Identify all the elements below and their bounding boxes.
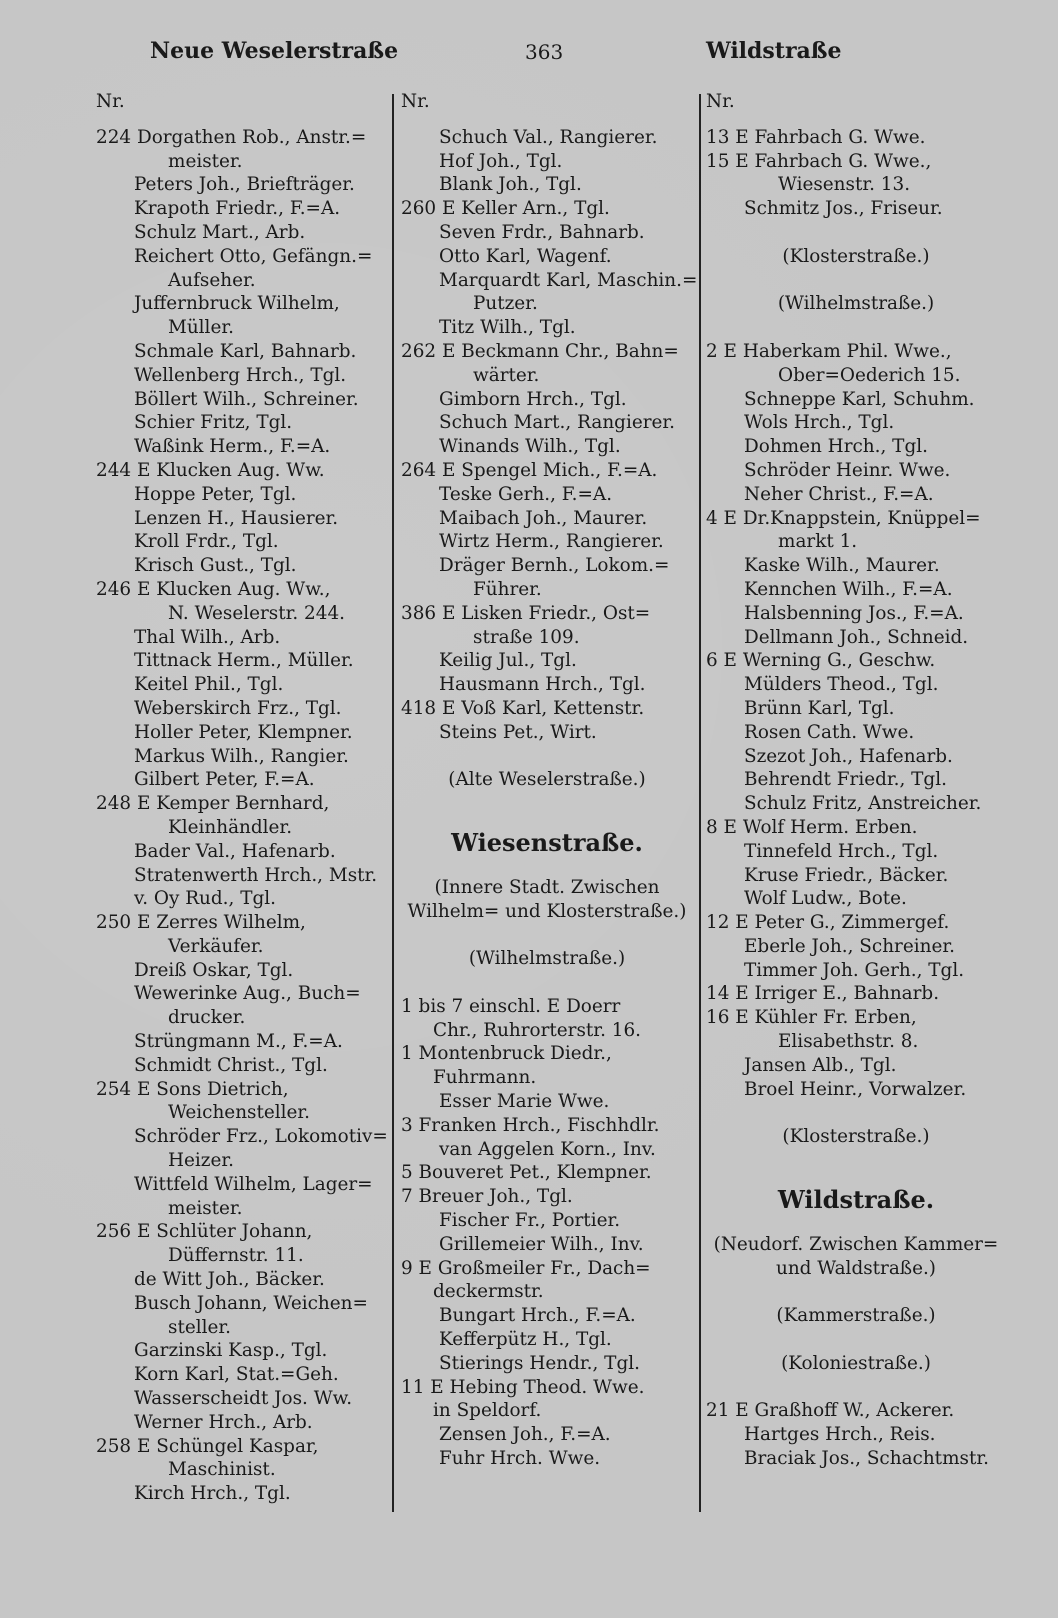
- cross-street: (Wilhelmstraße.): [777, 293, 935, 315]
- header-left-street: Neue Weselerstraße: [150, 38, 399, 64]
- entry-line: Schmidt Christ., Tgl.: [134, 1054, 328, 1076]
- page-number: 363: [525, 40, 564, 64]
- entry-line: 13 E Fahrbach G. Wwe.: [706, 126, 926, 148]
- nr-label: Nr.: [401, 91, 430, 112]
- entry-line: Wellenberg Hrch., Tgl.: [134, 364, 347, 386]
- entry-line: drucker.: [168, 1007, 246, 1029]
- entry-line: Fischer Fr., Portier.: [439, 1210, 621, 1232]
- column-1: [96, 90, 388, 1506]
- entry-line: Marquardt Karl, Maschin.=: [439, 269, 698, 291]
- entry-line: Wolf Ludw., Bote.: [744, 888, 907, 910]
- entry-line: Schulz Fritz, Anstreicher.: [744, 793, 982, 815]
- entry-line: Chr., Ruhrorterstr. 16.: [433, 1019, 642, 1041]
- alte-weselerstrasse-note: (Alte Weselerstraße.): [448, 769, 646, 791]
- section-desc-2: und Waldstraße.): [775, 1257, 936, 1279]
- section-desc-1: (Innere Stadt. Zwischen: [434, 876, 660, 898]
- entry-line: 8 E Wolf Herm. Erben.: [706, 816, 918, 838]
- entry-line: Korn Karl, Stat.=Geh.: [134, 1364, 339, 1386]
- entry-line: Aufseher.: [168, 269, 256, 291]
- entry-line: v. Oy Rud., Tgl.: [134, 888, 276, 910]
- entry-list: [401, 126, 698, 745]
- entry-line: straße 109.: [473, 626, 580, 648]
- cross-street: (Koloniestraße.): [781, 1352, 931, 1374]
- entry-line: Brünn Karl, Tgl.: [744, 697, 895, 719]
- cross-street: (Klosterstraße.): [782, 245, 930, 267]
- entry-line: 386 E Lisken Friedr., Ost=: [401, 602, 651, 624]
- entry-line: 5 Bouveret Pet., Klempner.: [401, 1162, 652, 1184]
- entry-line: Schuch Mart., Rangierer.: [439, 412, 675, 434]
- entry-line: Garzinski Kasp., Tgl.: [134, 1340, 328, 1362]
- column-3: [706, 90, 1006, 1471]
- entry-line: Strüngmann M., F.=A.: [134, 1031, 343, 1053]
- entry-line: 256 E Schlüter Johann,: [96, 1221, 313, 1243]
- entry-line: Schmale Karl, Bahnarb.: [134, 340, 357, 362]
- entry-list: [706, 340, 1006, 1102]
- entry-line: Schröder Heinr. Wwe.: [744, 459, 951, 481]
- entry-line: Schröder Frz., Lokomotiv=: [134, 1126, 388, 1148]
- entry-line: de Witt Joh., Bäcker.: [134, 1269, 325, 1291]
- entry-line: 418 E Voß Karl, Kettenstr.: [401, 697, 645, 719]
- entry-line: Jansen Alb., Tgl.: [744, 1054, 897, 1076]
- nr-label: Nr.: [706, 91, 735, 112]
- entry-line: Putzer.: [473, 293, 538, 315]
- entry-line: Hausmann Hrch., Tgl.: [439, 674, 646, 696]
- entry-line: Wols Hrch., Tgl.: [744, 412, 895, 434]
- entry-line: Zensen Joh., F.=A.: [439, 1424, 611, 1446]
- entry-line: Titz Wilh., Tgl.: [439, 317, 576, 339]
- entry-line: Maibach Joh., Maurer.: [439, 507, 648, 529]
- entry-line: Keilig Jul., Tgl.: [439, 650, 577, 672]
- nr-label: Nr.: [96, 91, 125, 112]
- entry-line: van Aggelen Korn., Inv.: [439, 1138, 656, 1160]
- entry-line: Peters Joh., Briefträger.: [134, 174, 355, 196]
- entry-line: steller.: [168, 1316, 231, 1338]
- entry-line: 14 E Irriger E., Bahnarb.: [706, 983, 940, 1005]
- entry-line: Bader Val., Hafenarb.: [134, 840, 336, 862]
- entry-line: Weberskirch Frz., Tgl.: [134, 697, 342, 719]
- cross-street: (Klosterstraße.): [782, 1126, 930, 1148]
- cross-street: (Wilhelmstraße.): [468, 948, 626, 970]
- entry-line: Wiesenstr. 13.: [778, 174, 911, 196]
- entry-line: Krisch Gust., Tgl.: [134, 555, 297, 577]
- entry-line: Kirch Hrch., Tgl.: [134, 1483, 291, 1505]
- entry-line: Hof Joh., Tgl.: [439, 150, 563, 172]
- entry-list: [96, 126, 388, 1506]
- entry-line: N. Weselerstr. 244.: [168, 602, 346, 624]
- entry-line: Düffernstr. 11.: [168, 1245, 304, 1267]
- entry-list: [706, 1399, 1006, 1470]
- entry-list: [706, 126, 1006, 221]
- entry-line: Kaske Wilh., Maurer.: [744, 555, 940, 577]
- entry-line: Führer.: [473, 578, 542, 600]
- entry-line: Heizer.: [168, 1150, 234, 1172]
- entry-line: 246 E Klucken Aug. Ww.,: [96, 578, 331, 600]
- entry-line: Gimborn Hrch., Tgl.: [439, 388, 627, 410]
- entry-line: Eberle Joh., Schreiner.: [744, 935, 955, 957]
- header-right-street: Wildstraße: [706, 38, 842, 64]
- entry-line: Otto Karl, Wagenf.: [439, 245, 612, 267]
- entry-list: [401, 995, 693, 1471]
- entry-line: 3 Franken Hrch., Fischhdlr.: [401, 1114, 660, 1136]
- entry-line: Wewerinke Aug., Buch=: [134, 983, 361, 1005]
- entry-line: Kennchen Wilh., F.=A.: [744, 578, 953, 600]
- entry-line: Ober=Oederich 15.: [778, 364, 961, 386]
- entry-line: 12 E Peter G., Zimmergef.: [706, 912, 950, 934]
- section-title-wiesenstrasse: Wiesenstraße.: [451, 827, 643, 857]
- column-2: [401, 90, 698, 1471]
- entry-line: Wittfeld Wilhelm, Lager=: [134, 1173, 373, 1195]
- entry-line: 258 E Schüngel Kaspar,: [96, 1435, 319, 1457]
- entry-line: Dreiß Oskar, Tgl.: [134, 959, 294, 981]
- entry-line: Timmer Joh. Gerh., Tgl.: [744, 959, 965, 981]
- entry-line: deckermstr.: [433, 1281, 544, 1303]
- entry-line: 6 E Werning G., Geschw.: [706, 650, 936, 672]
- entry-line: 15 E Fahrbach G. Wwe.,: [706, 150, 932, 172]
- entry-line: Tinnefeld Hrch., Tgl.: [744, 840, 939, 862]
- entry-line: 260 E Keller Arn., Tgl.: [401, 198, 610, 220]
- section-desc-2: Wilhelm= und Klosterstraße.): [407, 900, 687, 922]
- entry-line: 262 E Beckmann Chr., Bahn=: [401, 340, 679, 362]
- entry-line: 9 E Großmeiler Fr., Dach=: [401, 1257, 651, 1279]
- entry-line: Fuhr Hrch. Wwe.: [439, 1448, 601, 1470]
- entry-line: Rosen Cath. Wwe.: [744, 721, 915, 743]
- entry-line: Hoppe Peter, Tgl.: [134, 483, 297, 505]
- entry-line: Lenzen H., Hausierer.: [134, 507, 339, 529]
- entry-line: Waßink Herm., F.=A.: [134, 436, 331, 458]
- entry-line: Winands Wilh., Tgl.: [439, 436, 621, 458]
- entry-line: Fuhrmann.: [433, 1067, 537, 1089]
- entry-line: Mülders Theod., Tgl.: [744, 674, 939, 696]
- section-title-wildstrasse: Wildstraße.: [777, 1184, 935, 1214]
- entry-line: Stierings Hendr., Tgl.: [439, 1352, 640, 1374]
- entry-line: Kroll Frdr., Tgl.: [134, 531, 279, 553]
- entry-line: Braciak Jos., Schachtmstr.: [744, 1448, 989, 1470]
- entry-line: 16 E Kühler Fr. Erben,: [706, 1007, 917, 1029]
- section-desc-1: (Neudorf. Zwischen Kammer=: [713, 1233, 999, 1255]
- entry-line: 11 E Hebing Theod. Wwe.: [401, 1376, 645, 1398]
- entry-line: Steins Pet., Wirt.: [439, 721, 597, 743]
- column-rule-1: [392, 94, 394, 1512]
- entry-line: Hartges Hrch., Reis.: [744, 1424, 936, 1446]
- entry-line: Broel Heinr., Vorwalzer.: [744, 1078, 967, 1100]
- entry-line: Böllert Wilh., Schreiner.: [134, 388, 359, 410]
- entry-line: 7 Breuer Joh., Tgl.: [401, 1186, 573, 1208]
- entry-line: Maschinist.: [168, 1459, 276, 1481]
- entry-line: Schier Fritz, Tgl.: [134, 412, 293, 434]
- entry-line: Werner Hrch., Arb.: [134, 1411, 313, 1433]
- entry-line: Elisabethstr. 8.: [778, 1031, 919, 1053]
- entry-line: Markus Wilh., Rangier.: [134, 745, 349, 767]
- entry-line: Blank Joh., Tgl.: [439, 174, 582, 196]
- entry-line: Teske Gerh., F.=A.: [439, 483, 613, 505]
- entry-line: Halsbenning Jos., F.=A.: [744, 602, 964, 624]
- entry-line: Gilbert Peter, F.=A.: [134, 769, 315, 791]
- cross-street: (Kammerstraße.): [776, 1305, 936, 1327]
- entry-line: meister.: [168, 150, 243, 172]
- entry-line: Wasserscheidt Jos. Ww.: [134, 1388, 353, 1410]
- entry-line: Verkäufer.: [168, 935, 264, 957]
- entry-line: Neher Christ., F.=A.: [744, 483, 934, 505]
- entry-line: Dellmann Joh., Schneid.: [744, 626, 969, 648]
- entry-line: Schuch Val., Rangierer.: [439, 126, 658, 148]
- entry-line: 1 bis 7 einschl. E Doerr: [401, 995, 621, 1017]
- entry-line: Krapoth Friedr., F.=A.: [134, 198, 341, 220]
- entry-line: Behrendt Friedr., Tgl.: [744, 769, 947, 791]
- column-rule-2: [699, 94, 701, 1512]
- entry-line: Dräger Bernh., Lokom.=: [439, 555, 670, 577]
- entry-line: 1 Montenbruck Diedr.,: [401, 1043, 612, 1065]
- entry-line: Kruse Friedr., Bäcker.: [744, 864, 949, 886]
- entry-line: Reichert Otto, Gefängn.=: [134, 245, 373, 267]
- entry-line: Schneppe Karl, Schuhm.: [744, 388, 975, 410]
- entry-line: Kefferpütz H., Tgl.: [439, 1329, 612, 1351]
- entry-line: Tittnack Herm., Müller.: [134, 650, 354, 672]
- entry-line: Esser Marie Wwe.: [439, 1091, 610, 1113]
- entry-line: Müller.: [168, 317, 234, 339]
- entry-line: Schulz Mart., Arb.: [134, 221, 306, 243]
- entry-line: 21 E Graßhoff W., Ackerer.: [706, 1400, 955, 1422]
- entry-line: Juffernbruck Wilhelm,: [134, 293, 340, 315]
- entry-line: in Speldorf.: [433, 1400, 542, 1422]
- entry-line: 244 E Klucken Aug. Ww.: [96, 459, 325, 481]
- entry-line: 224 Dorgathen Rob., Anstr.=: [96, 126, 367, 148]
- entry-line: 4 E Dr.Knappstein, Knüppel=: [706, 507, 981, 529]
- entry-line: wärter.: [473, 364, 540, 386]
- entry-line: Wirtz Herm., Rangierer.: [439, 531, 664, 553]
- entry-line: markt 1.: [778, 531, 858, 553]
- entry-line: Schmitz Jos., Friseur.: [744, 198, 943, 220]
- entry-line: 264 E Spengel Mich., F.=A.: [401, 459, 658, 481]
- entry-line: Keitel Phil., Tgl.: [134, 674, 284, 696]
- entry-line: Bungart Hrch., F.=A.: [439, 1305, 636, 1327]
- entry-line: 254 E Sons Dietrich,: [96, 1078, 289, 1100]
- entry-line: meister.: [168, 1197, 243, 1219]
- entry-line: 248 E Kemper Bernhard,: [96, 793, 330, 815]
- entry-line: Holler Peter, Klempner.: [134, 721, 353, 743]
- entry-line: Seven Frdr., Bahnarb.: [439, 221, 645, 243]
- entry-line: 250 E Zerres Wilhelm,: [96, 912, 306, 934]
- entry-line: 2 E Haberkam Phil. Wwe.,: [706, 340, 952, 362]
- entry-line: Busch Johann, Weichen=: [134, 1292, 368, 1314]
- page-header: [0, 38, 1058, 78]
- entry-line: Szezot Joh., Hafenarb.: [744, 745, 953, 767]
- entry-line: Stratenwerth Hrch., Mstr.: [134, 864, 378, 886]
- entry-line: Dohmen Hrch., Tgl.: [744, 436, 928, 458]
- entry-line: Grillemeier Wilh., Inv.: [439, 1233, 644, 1255]
- entry-line: Kleinhändler.: [168, 816, 293, 838]
- entry-line: Thal Wilh., Arb.: [134, 626, 281, 648]
- entry-line: Weichensteller.: [168, 1102, 311, 1124]
